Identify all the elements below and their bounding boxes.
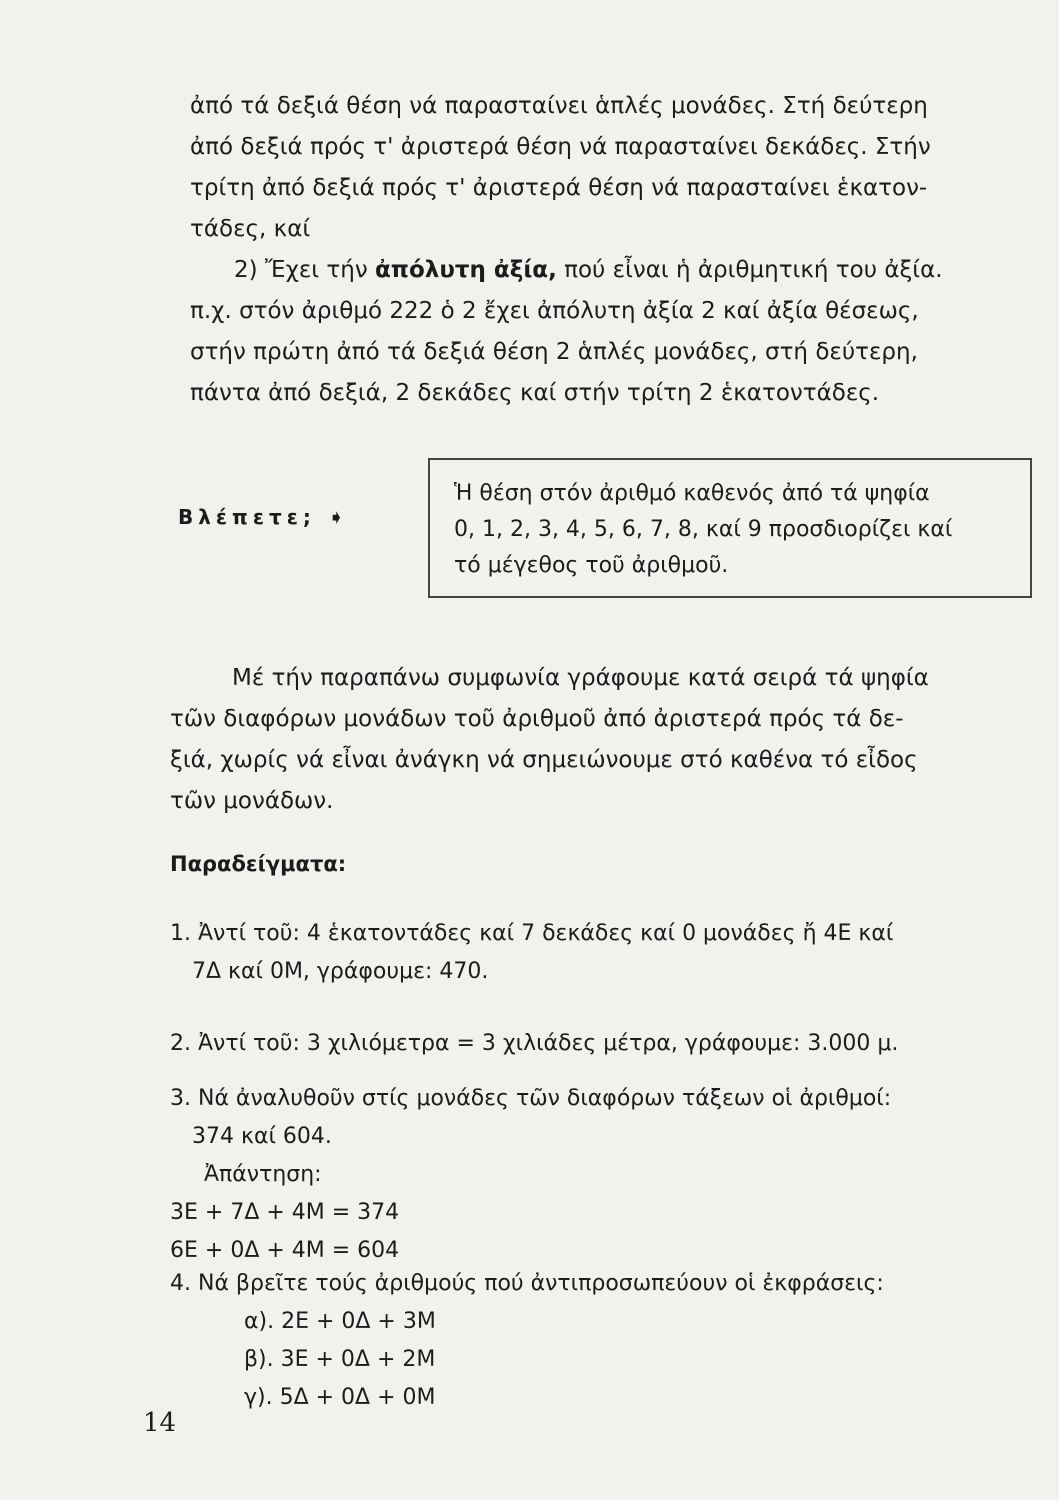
answer-label: Ἀπάντηση: [204, 1162, 322, 1187]
text-line: πάντα ἀπό δεξιά, 2 δεκάδες καί στήν τρίτη 2 ἑκατοντάδες. [190, 380, 880, 406]
text-line: 4. Νά βρεῖτε τούς ἀριθμούς πού ἀντιπροσωπεύουν οἱ ἐκφράσεις: [170, 1271, 884, 1296]
text-line: 1. Ἀντί τοῦ: 4 ἑκατοντάδες καί 7 δεκάδες καί 0 μονάδες ἤ 4Ε καί [170, 921, 894, 946]
item-2-line [190, 250, 1040, 291]
see-box-text [454, 476, 952, 584]
option-item: α). 2Ε + 0Δ + 3Μ [244, 1309, 436, 1334]
examples-heading: Παραδείγματα: [170, 852, 347, 876]
box-line: Ἡ θέση στόν ἀριθμό καθενός ἀπό τά ψηφία [454, 481, 930, 506]
text-line: ξιά, χωρίς νά εἶναι ἀνάγκη νά σημειώνουμε στό καθένα τό εἶδος [170, 747, 918, 773]
paragraph-place-value [190, 86, 1040, 414]
text-line: 7Δ καί 0Μ, γράφουμε: 470. [192, 959, 489, 984]
paragraph-convention [170, 658, 1030, 822]
see-label-text: Βλέπετε; [178, 505, 316, 529]
equation: 6Ε + 0Δ + 4Μ = 604 [170, 1238, 400, 1263]
item-2-suffix: πού εἶναι ἡ ἀριθμητική του ἀξία. [556, 257, 943, 283]
text-line: τάδες, καί [190, 216, 311, 242]
option-item: β). 3Ε + 0Δ + 2Μ [244, 1347, 436, 1372]
text-line: τῶν διαφόρων μονάδων τοῦ ἀριθμοῦ ἀπό ἀριστερά πρός τά δε- [170, 706, 904, 732]
item-2-prefix: 2) Ἔχει τήν [234, 257, 375, 283]
text-line: στήν πρώτη ἀπό τά δεξιά θέση 2 ἁπλές μονάδες, στή δεύτερη, [190, 339, 918, 365]
text-line: τρίτη ἀπό δεξιά πρός τ' ἀριστερά θέση νά παρασταίνει ἑκατον- [190, 175, 928, 201]
example-4 [170, 1265, 1030, 1417]
see-box [428, 458, 1032, 598]
option-item: γ). 5Δ + 0Δ + 0Μ [244, 1385, 436, 1410]
text-line: π.χ. στόν ἀριθμό 222 ὁ 2 ἔχει ἀπόλυτη ἀξία 2 καί ἀξία θέσεως, [190, 298, 919, 324]
text-line: τῶν μονάδων. [170, 788, 334, 814]
text-line: 374 καί 604. [192, 1124, 332, 1149]
box-line: 0, 1, 2, 3, 4, 5, 6, 7, 8, καί 9 προσδιορίζει καί [454, 517, 953, 542]
box-line: τό μέγεθος τοῦ ἀριθμοῦ. [454, 553, 729, 578]
text-line: ἀπό τά δεξιά θέση νά παρασταίνει ἁπλές μονάδες. Στή δεύτερη [190, 93, 928, 119]
example-2 [170, 1025, 1030, 1063]
text-line: 3. Νά ἀναλυθοῦν στίς μονάδες τῶν διαφόρων τάξεων οἱ ἀριθμοί: [170, 1086, 892, 1111]
text-line: ἀπό δεξιά πρός τ' ἀριστερά θέση νά παρασταίνει δεκάδες. Στήν [190, 134, 931, 160]
arrow-right-icon: ➧ [327, 505, 345, 529]
text-line: 2. Ἀντί τοῦ: 3 χιλιόμετρα = 3 χιλιάδες μέτρα, γράφουμε: 3.000 μ. [170, 1031, 899, 1056]
page-number: 14 [143, 1408, 177, 1438]
example-1 [170, 915, 1030, 991]
text-line: Μέ τήν παραπάνω συμφωνία γράφουμε κατά σειρά τά ψηφία [232, 665, 929, 691]
example-3 [170, 1080, 1030, 1270]
equation: 3Ε + 7Δ + 4Μ = 374 [170, 1200, 400, 1225]
see-label [178, 505, 345, 529]
absolute-value-term: ἀπόλυτη ἀξία, [374, 257, 557, 283]
